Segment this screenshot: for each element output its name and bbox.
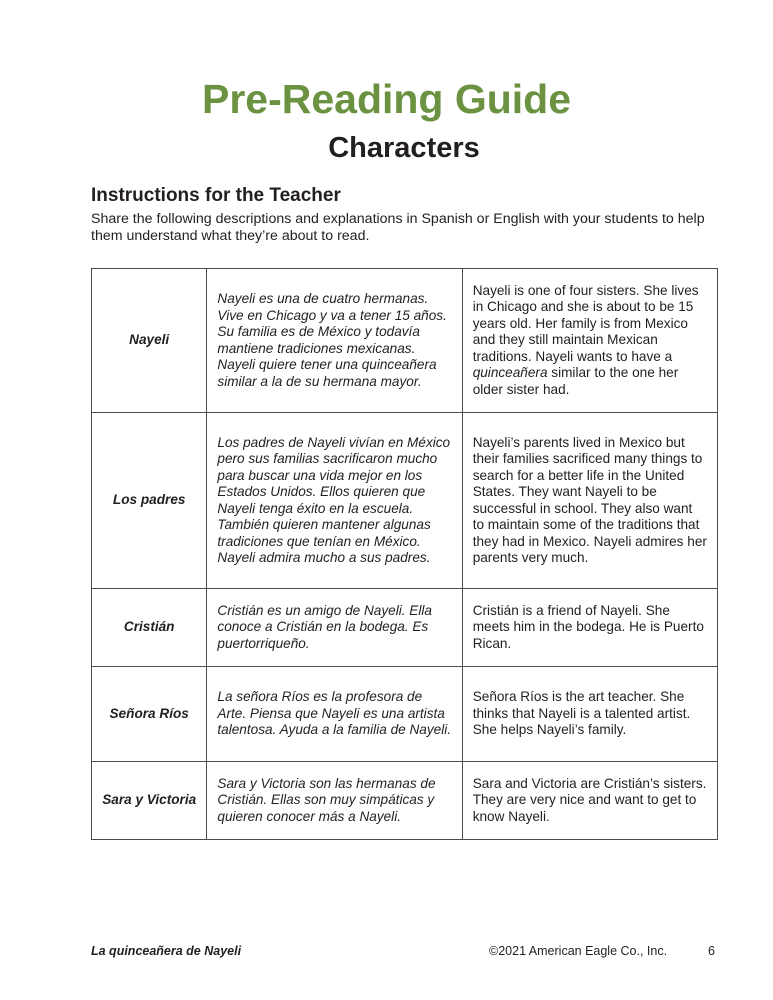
english-description: Nayeli’s parents lived in Mexico but their families sacrificed many things to search for a better life in the United States. They want Nayeli to be successful in school. They also want to maintain some of the traditions that they had in Mexico. Nayeli admires her parents very much. <box>462 413 717 589</box>
character-name: Sara y Victoria <box>92 762 207 840</box>
page-subtitle: Characters <box>328 132 480 164</box>
character-name: Señora Ríos <box>92 667 207 762</box>
instructions-heading: Instructions for the Teacher <box>91 185 341 206</box>
character-name: Cristián <box>92 589 207 667</box>
page-title: Pre-Reading Guide <box>201 76 572 122</box>
spanish-description: La señora Ríos es la profesora de Arte. Piensa que Nayeli es una artista talentosa. Ayuda a la familia de Nayeli. <box>207 667 462 762</box>
spanish-description: Cristián es un amigo de Nayeli. Ella conoce a Cristián en la bodega. Es puertorriqueño. <box>207 589 462 667</box>
spanish-description: Nayeli es una de cuatro hermanas. Vive en Chicago y va a tener 15 años. Su familia es de México y todavía mantiene tradiciones mexicanas. Nayeli quiere tener una quinceañera similar a la de su hermana mayor. <box>207 269 462 413</box>
table-row <box>92 667 718 762</box>
footer-book-title: La quinceañera de Nayeli <box>91 944 242 958</box>
table-row <box>92 589 718 667</box>
english-description <box>462 269 717 413</box>
spanish-description: Los padres de Nayeli vivían en México pero sus familias sacrificaron mucho para buscar una vida mejor en los Estados Unidos. Ellos quieren que Nayeli tenga éxito en la escuela. También quieren mantener algunas tradiciones que tenían en México. Nayeli admira mucho a sus padres. <box>207 413 462 589</box>
english-text: Nayeli is one of four sisters. She lives in Chicago and she is about to be 15 years old. Her family is from Mexico and they still maintain Mexican traditions. Nayeli wants to have a <box>472 282 699 364</box>
english-text-end: similar to the one her older sister had. <box>472 365 679 397</box>
characters-table <box>91 268 718 840</box>
english-italic-term: quinceañera <box>472 365 548 381</box>
footer-copyright: ©2021 American Eagle Co., Inc. <box>489 944 668 958</box>
table-row <box>92 762 718 840</box>
table-row <box>92 269 718 413</box>
table-row <box>92 413 718 589</box>
instructions-text: Share the following descriptions and explanations in Spanish or English with your students to help them understand what they’re about to read. <box>91 211 705 244</box>
page-number: 6 <box>708 944 715 958</box>
spanish-description: Sara y Victoria son las hermanas de Cristián. Ellas son muy simpáticas y quieren conocer más a Nayeli. <box>207 762 462 840</box>
english-description: Señora Ríos is the art teacher. She thinks that Nayeli is a talented artist. She helps Nayeli’s family. <box>462 667 717 762</box>
english-description: Sara and Victoria are Cristián’s sisters. They are very nice and want to get to know Nayeli. <box>462 762 717 840</box>
character-name: Los padres <box>92 413 207 589</box>
english-description: Cristián is a friend of Nayeli. She meets him in the bodega. He is Puerto Rican. <box>462 589 717 667</box>
character-name: Nayeli <box>92 269 207 413</box>
